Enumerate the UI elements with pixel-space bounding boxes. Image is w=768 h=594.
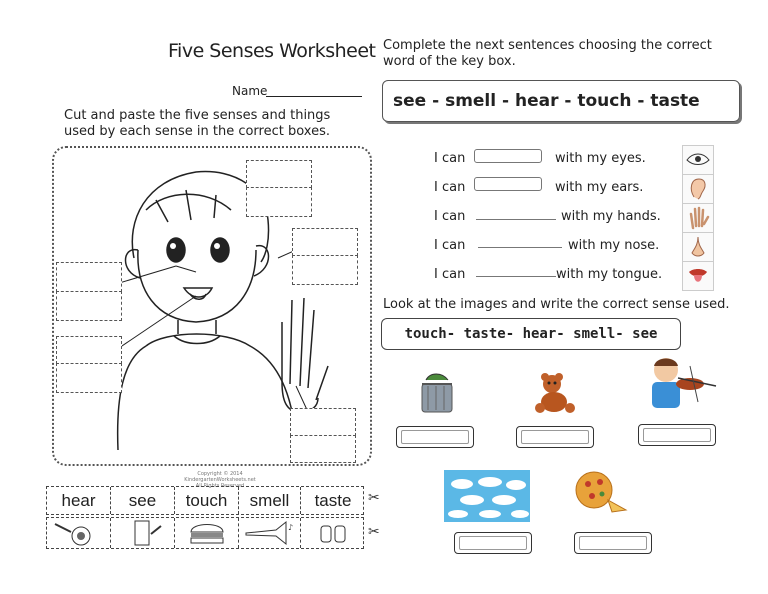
sentence-2-suffix: with my ears. xyxy=(555,180,644,195)
svg-text:♪: ♪ xyxy=(287,523,293,532)
paste-box-4a[interactable] xyxy=(56,336,122,364)
paste-box-1a[interactable] xyxy=(246,160,312,188)
binoculars-picture[interactable] xyxy=(301,518,365,548)
paste-box-3a[interactable] xyxy=(56,262,122,292)
scissors-icon: ✂ xyxy=(368,524,380,540)
sentence-1-suffix: with my eyes. xyxy=(555,151,646,166)
nose-icon xyxy=(682,232,714,262)
eye-icon xyxy=(682,145,714,175)
sentence-4-suffix: with my nose. xyxy=(568,238,660,253)
paste-box-1b[interactable] xyxy=(246,187,312,217)
stethoscope-picture[interactable] xyxy=(47,518,111,548)
paste-box-2a[interactable] xyxy=(292,228,358,256)
door-picture[interactable] xyxy=(111,518,175,548)
scissors-icon: ✂ xyxy=(368,490,380,506)
trash-can-image xyxy=(414,368,462,416)
sentence-3-blank[interactable] xyxy=(476,207,556,220)
sentence-3-suffix: with my hands. xyxy=(561,209,661,224)
hand-icon xyxy=(682,203,714,233)
ear-icon xyxy=(682,174,714,204)
cut-word-taste[interactable]: taste xyxy=(314,491,352,510)
paste-box-5b[interactable] xyxy=(290,435,356,463)
teddy-bear-image xyxy=(530,372,582,416)
sentence-2-prefix: I can xyxy=(434,180,466,195)
trumpet-picture[interactable] xyxy=(239,518,301,548)
cut-word-touch[interactable]: touch xyxy=(175,487,239,514)
right-instruction-1: Complete the next sentences choosing the correct word of the key box. xyxy=(383,38,712,69)
answer-box-teddy[interactable] xyxy=(516,426,594,448)
pizza-image xyxy=(568,468,630,516)
page-title: Five Senses Worksheet xyxy=(168,40,376,62)
violin-boy-image xyxy=(642,354,718,414)
cut-strip-words xyxy=(46,486,364,515)
copyright-text: Copyright © 2014 KindergartenWorksheets.net All Rights Reserved xyxy=(184,471,256,489)
name-line[interactable] xyxy=(266,96,362,97)
sentence-4-prefix: I can xyxy=(434,238,466,253)
hamburger-picture[interactable] xyxy=(175,518,239,548)
clouds-sky-image xyxy=(444,470,530,522)
paste-box-2b[interactable] xyxy=(292,255,358,285)
cut-word-smell[interactable]: smell xyxy=(239,487,301,514)
key-box-2: touch- taste- hear- smell- see xyxy=(381,318,681,350)
key-box: see - smell - hear - touch - taste xyxy=(382,80,740,122)
answer-box-trash[interactable] xyxy=(396,426,474,448)
paste-box-5a[interactable] xyxy=(290,408,356,436)
name-label: Name xyxy=(232,84,268,98)
paste-box-4b[interactable] xyxy=(56,363,122,393)
paste-box-3b[interactable] xyxy=(56,291,122,321)
left-instruction: Cut and paste the five senses and things used by each sense in the correct boxes. xyxy=(64,108,331,139)
right-instruction-2: Look at the images and write the correct sense used. xyxy=(383,297,730,312)
sentence-1-blank[interactable] xyxy=(474,149,542,163)
sentence-3-prefix: I can xyxy=(434,209,466,224)
cut-word-hear[interactable]: hear xyxy=(47,487,111,514)
sentence-5-suffix: with my tongue. xyxy=(556,267,663,282)
sentence-1-prefix: I can xyxy=(434,151,466,166)
sentence-5-prefix: I can xyxy=(434,267,466,282)
answer-box-clouds[interactable] xyxy=(454,532,532,554)
cut-strip-pictures xyxy=(46,517,364,549)
sentence-5-blank[interactable] xyxy=(476,264,556,277)
answer-box-pizza[interactable] xyxy=(574,532,652,554)
sentence-2-blank[interactable] xyxy=(474,177,542,191)
cut-word-see[interactable]: see xyxy=(111,487,175,514)
answer-box-violin[interactable] xyxy=(638,424,716,446)
sentence-4-blank[interactable] xyxy=(478,235,562,248)
tongue-icon xyxy=(682,261,714,291)
